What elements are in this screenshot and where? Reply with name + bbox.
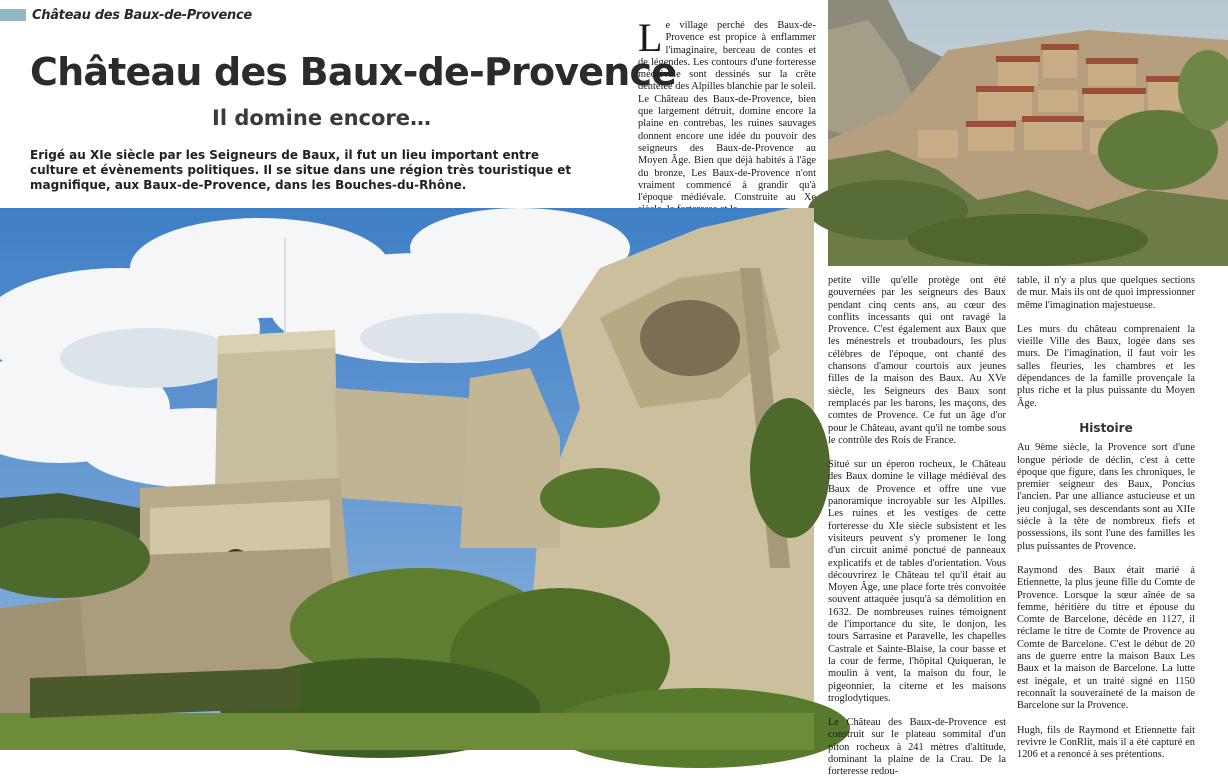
article-column-top — [638, 15, 816, 206]
section-heading-histoire: Histoire — [1079, 420, 1133, 435]
article-text-top: e village perché des Baux-de-Provence est propice à enflammer l'imaginaire, berceau de contes et de légendes. Les contours d'une forteresse médiévale sont dessinés sur la crête dentelée des Alpilles blanchie par le soleil. Le Château des Baux-de-Provence, bien que largement détruit, domine encore la plaine en contrebas, les ruines sauvages donnent encore une idée du pouvoir des seigneurs des Baux-de-Provence au Moyen Âge. Bien que déjà habités à l'âge du bronze, Les Baux-de-Provence n'ont vraiment commencé à grandir qu'à l'époque médiévale. Construite au Xe — [638, 20, 816, 204]
article-paragraph: Hugh, fils de Raymond et Etiennette fait revivre le ConRlit, mais il a été capturé en 1206 et a renoncé à ses prétentions. — [1017, 724, 1195, 761]
article-column-middle — [828, 275, 1006, 778]
article-column-right — [1017, 275, 1195, 761]
village-photo — [828, 0, 1228, 266]
section-label: Château des Baux-de-Provence — [32, 7, 252, 23]
page-title: Château des Baux-de-Provence — [30, 50, 677, 94]
intro-paragraph: Erigé au XIe siècle par les Seigneurs de Baux, il fut un lieu important entre culture et évènements politiques. Il se situe dans une région très touristique et magnifique, aux Baux-de-Provence, dans les Bouches-du-Rhône. — [30, 148, 572, 192]
article-paragraph: Les murs du château comprenaient la vieille Ville des Baux, logée dans ses murs. De l'imagination, il faut voir les salles fleuries, les chambres et les dépendances de la famille provençale la plus riche et la plus puissante du Moyen Âge. — [1017, 323, 1195, 409]
drop-cap: L — [638, 15, 663, 60]
article-paragraph: Au 9ème siècle, la Provence sort d'une longue période de déclin, c'est à cette époque que figure, dans les chroniques, le premier seigneur des Baux, Poncius l'ancien. Par une alliance astucieuse et un jeu conjugal, ses descendants sont au XIIe siècle à la tête de nombreux fiefs et possessions, ils sont l'une des familles les plus puissantes de Provence. — [1017, 442, 1195, 552]
article-paragraph: petite ville qu'elle protège ont été gouvernées par les seigneurs des Baux pendant cinq cents ans, au cœur des conflits incessants qui ont ravagé la Provence. C'est également aux Baux que les ménestrels et troubadours, les plus célèbres de l'époque, ont chanté des chansons d'amour courtois aux jeunes filles de la maison des Baux. Au XVe siècle, les Seigneurs des Baux sont remplacés par les barons, les maçons, des comtes de Provence. Ce fut un âge d'or pour le Château, avant qu'il ne tombe sous le contrôle des Rois de France. — [828, 275, 1006, 446]
page-subtitle: Il domine encore… — [212, 106, 432, 130]
article-paragraph: Raymond des Baux était marié à Etiennette, la plus jeune fille du Comte de Provence. Lorsque la sœur aînée de sa femme, héritière du titre et épouse du Comte de Barcelone, décède en 1127, il réclame le titre de Comte de Provence au Comte de Barcelone. C'est le début de 20 ans de guerre entre la maison Baux Les Baux et la maison de Barcelone. La lutte est inégale, et un traité signé en 1150 reconnaît la souveraineté de la maison de Barcelone sur la Provence. — [1017, 564, 1195, 712]
castle-photo — [0, 208, 814, 750]
article-paragraph: table, il n'y a plus que quelques sections de mur. Mais ils ont de quoi impressionner même l'imagination majestueuse. — [1017, 275, 1195, 311]
article-paragraph: Situé sur un éperon rocheux, le Château des Baux domine le village médiéval des Baux de Provence et offre une vue panoramique incroyable sur les Alpilles. Les ruines et les vestiges de cette forteresse du XIe siècle subsistent et les visiteurs peuvent s'y promener le long d'un circuit animé ponctué de panneaux explicatifs et de tables d'orientation. Vous découvrirez le Château tel qu'il était au Moyen Âge, une place forte très convoitée souvent attaquée jusqu'à sa démolition en 1632. De nombreuses ruines témoignent de l'importance du site, le donjon, les tours Sarrasine et Paravelle, les chapelles Castrale et Sainte-Blaise, la cour basse et la cour de ferme, l'hôpital Quiqueran, le moulin à vent, la maison du four, le pigeonnier, la citerne et les maisons troglodytiques. — [828, 459, 1006, 704]
article-paragraph: Le Château des Baux-de-Provence est construit sur le plateau sommital d'un piton rocheux à 241 mètres d'altitude, dominant la plaine de la Crau. De la forteresse redou- — [828, 717, 1006, 778]
section-accent-bar — [0, 9, 26, 21]
section-tag — [0, 6, 252, 24]
